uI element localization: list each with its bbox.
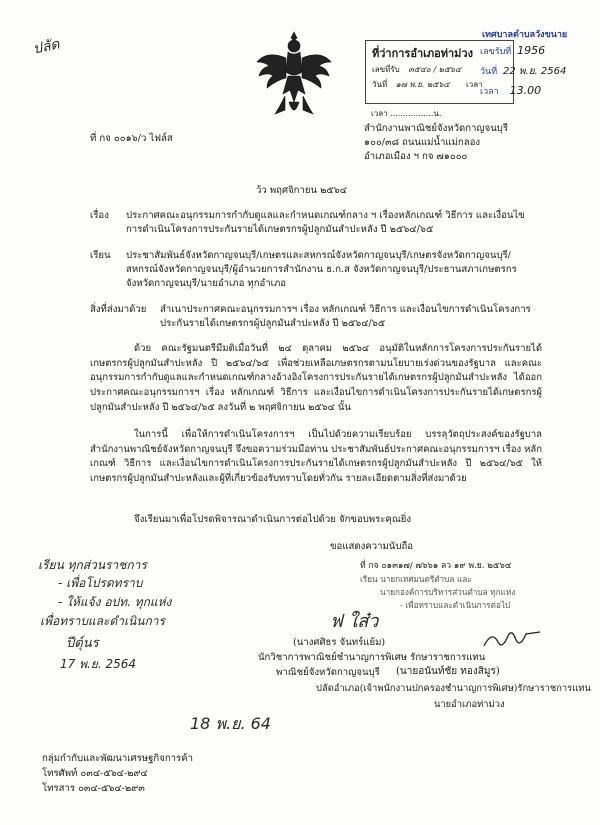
municipality-stamp-number-label: เลขรับที่ (480, 47, 512, 57)
municipality-reception-stamp (480, 27, 580, 99)
recipient-line-3: จังหวัดกาญจนบุรี/นายอำเภอ ทุกอำเภอ (126, 278, 287, 289)
municipality-stamp-date-label: วันที่ (480, 67, 498, 77)
municipality-stamp-time-label: เวลา (480, 87, 499, 97)
district-endorsement-line-2: นายกองค์การบริหารส่วนตำบล ทุกแห่ง (380, 587, 516, 597)
handwritten-note-line-4: เพื่อทราบและดำเนินการ (40, 614, 165, 628)
recipient-label: เรียน (90, 250, 111, 261)
signer-position-2: พาณิชย์จังหวัดกาญจนบุรี (276, 667, 380, 678)
recipient-line-1: ประชาสัมพันธ์จังหวัดกาญจนบุรี/เกษตรและสหกรณ์จังหวัดกาญจนบุรี/เกษตรจังหวัดกาญจนบุรี/ (126, 250, 511, 261)
stamp-receive-number-value: ๓๕๔๐ / ๒๕๖๔ (408, 65, 462, 74)
signer-position-1: นักวิชาการพาณิชย์ชำนาญการพิเศษ รักษาราชการแทน (258, 652, 486, 663)
corner-handwriting: ปลัด (31, 36, 61, 58)
municipality-stamp-number-value: 1956 (517, 44, 546, 57)
enclosure-label: สิ่งที่ส่งมาด้วย (90, 304, 147, 315)
handwritten-note-date: 17 พ.ย. 2564 (60, 657, 137, 671)
signer-signature: ฟ ใส๋ว (330, 611, 379, 632)
letter-date: ว้ว พฤศจิกายน ๒๕๖๔ (256, 185, 348, 196)
garuda-emblem-icon (255, 28, 333, 120)
district-officer-position-1: ปลัดอำเภอ(เจ้าพนักงานปกครองชำนาญการพิเศษ)รักษาราชการแทน (316, 683, 591, 694)
document-number: ที่ กจ ๐๐๑๖/ว ไฟล์ส (90, 133, 173, 144)
stamp-time-value-2: .................น. (390, 109, 442, 118)
enclosure-line-2: ประกันรายได้เกษตรกรผู้ปลูกมันสำปะหลัง ปี ๒๕๖๔/๖๕ (160, 318, 386, 329)
district-officer-signature-icon (482, 626, 542, 652)
closing-request: จึงเรียนมาเพื่อโปรดพิจารณาดำเนินการต่อไปด้วย จักขอบพระคุณยิ่ง (134, 514, 412, 525)
sender-address-line-1: สำนักงานพาณิชย์จังหวัดกาญจนบุรี (364, 123, 509, 134)
district-endorsement-doc-line: ที่ กจ ๐๑๓๑๗/ ๗๖๖๑ ลว ๑๙ พ.ย. ๒๕๖๔ (360, 561, 512, 571)
stamp-date-label: วันที่ (372, 80, 388, 89)
recipient-line-2: สหกรณ์จังหวัดกาญจนบุรี/ผู้อำนวยการสำนักงาน ธ.ก.ส จังหวัดกาญจนบุรี/ประธานสภาเกษตรกร (126, 264, 517, 275)
municipality-stamp-time-value: 13.00 (509, 84, 542, 97)
stamp-date-value: ๑๗ พ.ย. ๒๕๖๔ (395, 80, 450, 89)
handwritten-note-signature: ปีตุ์นร (66, 636, 99, 651)
sender-address-line-2: ๑๐๐/๓๘ ถนนแม่น้ำแม่กลอง (364, 137, 481, 148)
sender-address-line-3: อำเภอเมือง ฯ กจ ๗๑๐๐๐ (364, 151, 468, 162)
stamp-time-label-2: เวลา (371, 109, 388, 118)
body-paragraph-2: ในการนี้ เพื่อให้การดำเนินโครงการฯ เป็นไปด้วยความเรียบร้อย บรรลุวัตถุประสงค์ของรัฐบาล สำนักงานพาณิชย์จังหวัดกาญจนบุรี จึงขอความร่วมมือท่าน ประชาสัมพันธ์ประกาศคณะอนุกรรมการฯ เรื่อง หลักเกณฑ์ วิธีการ และเงื่อนไขการดำเนินโครงการประกันรายได้เกษตรกรผู้ปลูกมันสำปะหลัง ปี ๒๕๖๔/๖๕ ให้เกษตรกรผู้ปลูกมันสำปะหลังและผู้ที่เกี่ยวข้องรับทราบโดยทั่วกัน รายละเอียดตามสิ่งที่ส่งมาด้วย (90, 429, 542, 485)
footer-fax: โทรสาร ๐๓๔-๕๖๔-๒๙๓ (42, 783, 145, 794)
footer-unit: กลุ่มกำกับและพัฒนาเศรษฐกิจการค้า (42, 753, 193, 764)
handwritten-note-line-2: - เพื่อโปรดทราบ (58, 576, 143, 590)
district-officer-name: (นายอนันท์ชัย ทองสิมูร) (396, 666, 500, 677)
stamp-time-label: เวลา (466, 80, 483, 89)
footer-phone: โทรศัพท์ ๐๓๔-๕๖๔-๒๙๔ (42, 768, 148, 779)
district-endorsement-line-1: เรียน นายกเทศมนตรีตำบล และ (360, 574, 472, 584)
stamp-office-name: ที่ว่าการอำเภอท่าม่วง (372, 47, 473, 60)
body-paragraph-1: ด้วย คณะรัฐมนตรีมีมติเมื่อวันที่ ๒๔ ตุลาคม ๒๕๖๔ อนุมัติในหลักการโครงการประกันรายได้เกษตรกรผู้ปลูกมันสำปะหลัง ปี ๒๕๖๔/๖๕ เพื่อช่วยเหลือเกษตรกรตามนโยบายเร่งด่วนของรัฐบาล และคณะอนุกรรมการกำกับดูแลและกำหนดเกณฑ์กลางอ้างอิงโครงการประกันรายได้เกษตรกรผู้ปลูกมันสำปะหลัง ได้ออกประกาศคณะอนุกรรมการฯ เรื่อง หลักเกณฑ์ วิธีการ และเงื่อนไขการดำเนินโครงการประกันรายได้เกษตรกรผู้ปลูกมันสำปะหลัง ปี ๒๕๖๔/๖๕ ลงวันที่ ๒ พฤศจิกายน ๒๕๖๔ นั้น (90, 343, 542, 413)
municipality-stamp-name: เทศบาลตำบลวังขนาย (482, 30, 568, 40)
handwritten-note-line-3: - ให้แจ้ง อปท. ทุกแห่ง (58, 595, 172, 609)
subject-line-2: การดำเนินโครงการประกันรายได้เกษตรกรผู้ปลูกมันสำปะหลัง ปี ๒๕๖๔/๖๕ (126, 224, 434, 235)
signer-name: (นางศศิธร จันทร์แย้ม) (293, 637, 386, 648)
subject-line-1: ประกาศคณะอนุกรรมการกำกับดูแลและกำหนดเกณฑ์กลาง ฯ เรื่องหลักเกณฑ์ วิธีการ และเงื่อนไข (126, 210, 525, 221)
subject-label: เรื่อง (90, 210, 109, 221)
district-endorsement-line-3: - เพื่อทราบและดำเนินการต่อไป (400, 600, 511, 610)
closing-regards: ขอแสดงความนับถือ (330, 541, 414, 552)
municipality-stamp-date-value: 22 พ.ย. 2564 (503, 66, 567, 77)
enclosure-line-1: สำเนาประกาศคณะอนุกรรมการฯ เรื่อง หลักเกณฑ์ วิธีการ และเงื่อนไขการดำเนินโครงการ (160, 304, 531, 315)
handwritten-date-2: 18 พ.ย. 64 (190, 714, 271, 733)
stamp-receive-number-label: เลขที่รับ (372, 65, 400, 74)
district-officer-position-2: นายอำเภอท่าม่วง (434, 699, 505, 710)
handwritten-note-line-1: เรียน ทุกส่วนราชการ (38, 558, 147, 572)
